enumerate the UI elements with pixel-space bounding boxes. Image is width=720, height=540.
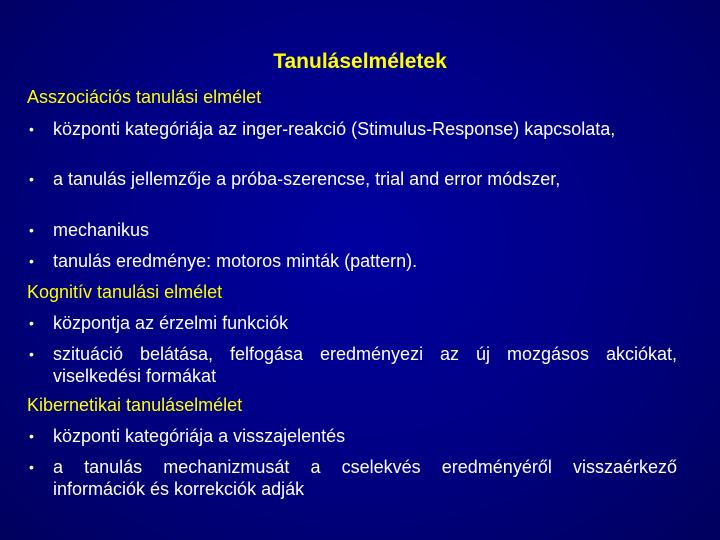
list-item-text: központja az érzelmi funkciók [53, 313, 289, 333]
section-heading-cybernetic: Kibernetikai tanuláselmélet [27, 395, 243, 415]
bullet-icon: • [29, 428, 34, 444]
bullet-icon: • [29, 222, 34, 238]
bullet-icon: • [29, 253, 34, 269]
list-item-text: tanulás eredménye: motoros minták (pattern). [53, 251, 418, 271]
bullet-icon: • [29, 459, 34, 475]
list-item [27, 219, 677, 241]
list-item-text: központi kategóriája az inger-reakció (Stimulus-Response) kapcsolata, [53, 119, 616, 139]
list-item-text: a tanulás jellemzője a próba-szerencse, trial and error módszer, [53, 169, 561, 189]
list-item-text: mechanikus [53, 220, 150, 240]
list-item-text: központi kategóriája a visszajelentés [53, 426, 346, 446]
bullet-icon: • [29, 121, 34, 137]
list-item [27, 425, 677, 447]
slide-title: Tanuláselméletek [273, 50, 447, 73]
bullet-icon: • [29, 315, 34, 331]
list-item [27, 118, 677, 140]
list-item [27, 312, 677, 334]
bullet-icon: • [29, 171, 34, 187]
list-item [27, 456, 677, 500]
list-item [27, 343, 677, 387]
section-heading-associative: Asszociációs tanulási elmélet [27, 87, 262, 107]
bullet-icon: • [29, 346, 34, 362]
list-item-text: szituáció belátása, felfogása eredményezi az új mozgásos akciókat, viselkedési formákat [53, 344, 677, 386]
list-item [27, 250, 677, 272]
list-item [27, 168, 677, 190]
section-heading-cognitive: Kognitív tanulási elmélet [27, 282, 223, 302]
list-item-text: a tanulás mechanizmusát a cselekvés eredményéről visszaérkező információk és korrekciók adják [53, 457, 677, 499]
